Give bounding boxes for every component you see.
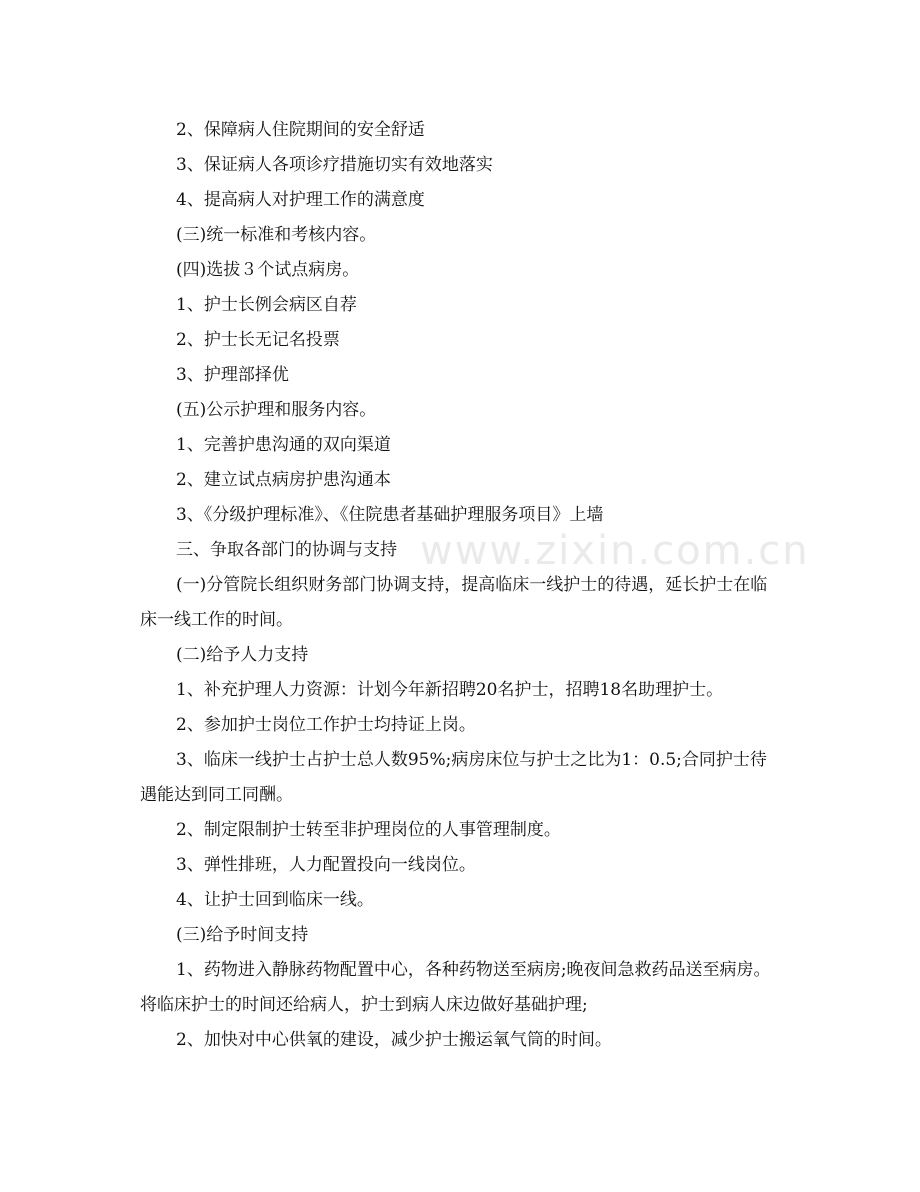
paragraph: (五)公示护理和服务内容。: [176, 400, 377, 420]
paragraph: (四)选拔３个试点病房。: [176, 260, 360, 280]
paragraph: 3、临床一线护士占护士总人数95%;病房床位与护士之比为1：0.5;合同护士待遇能达到同工同酬。: [140, 750, 767, 805]
paragraph: 1、护士长例会病区自荐: [176, 295, 357, 315]
paragraph: 1、补充护理人力资源：计划今年新招聘20名护士，招聘18名助理护士。: [176, 680, 724, 700]
paragraph: 2、保障病人住院期间的安全舒适: [176, 120, 425, 140]
section-heading: 三、争取各部门的协调与支持: [176, 540, 397, 560]
paragraph: 3、护理部择优: [176, 365, 289, 385]
paragraph: 3、弹性排班，人力配置投向一线岗位。: [176, 855, 476, 875]
paragraph: 3、《分级护理标准》、《住院患者基础护理服务项目》上墙: [176, 505, 604, 525]
watermark: www.zixin.com.cn: [420, 528, 810, 574]
paragraph: (三)给予时间支持: [176, 925, 309, 945]
paragraph: 2、制定限制护士转至非护理岗位的人事管理制度。: [176, 820, 561, 840]
paragraph: 4、让护士回到临床一线。: [176, 890, 374, 910]
paragraph: 3、保证病人各项诊疗措施切实有效地落实: [176, 155, 493, 175]
paragraph: 2、护士长无记名投票: [176, 330, 340, 350]
paragraph: (一)分管院长组织财务部门协调支持，提高临床一线护士的待遇，延长护士在临床一线工作的时间。: [140, 575, 768, 630]
paragraph: 1、药物进入静脉药物配置中心，各种药物送至病房;晚夜间急救药品送至病房。将临床护士的时间还给病人，护士到病人床边做好基础护理;: [140, 960, 771, 1015]
paragraph: 1、完善护患沟通的双向渠道: [176, 435, 391, 455]
document-body: [140, 113, 780, 1058]
paragraph: 2、加快对中心供氧的建设，减少护士搬运氧气筒的时间。: [176, 1030, 612, 1050]
paragraph: (三)统一标准和考核内容。: [176, 225, 377, 245]
paragraph: (二)给予人力支持: [176, 645, 309, 665]
paragraph: 2、建立试点病房护患沟通本: [176, 470, 391, 490]
paragraph: 2、参加护士岗位工作护士均持证上岗。: [176, 715, 476, 735]
paragraph: 4、提高病人对护理工作的满意度: [176, 190, 425, 210]
